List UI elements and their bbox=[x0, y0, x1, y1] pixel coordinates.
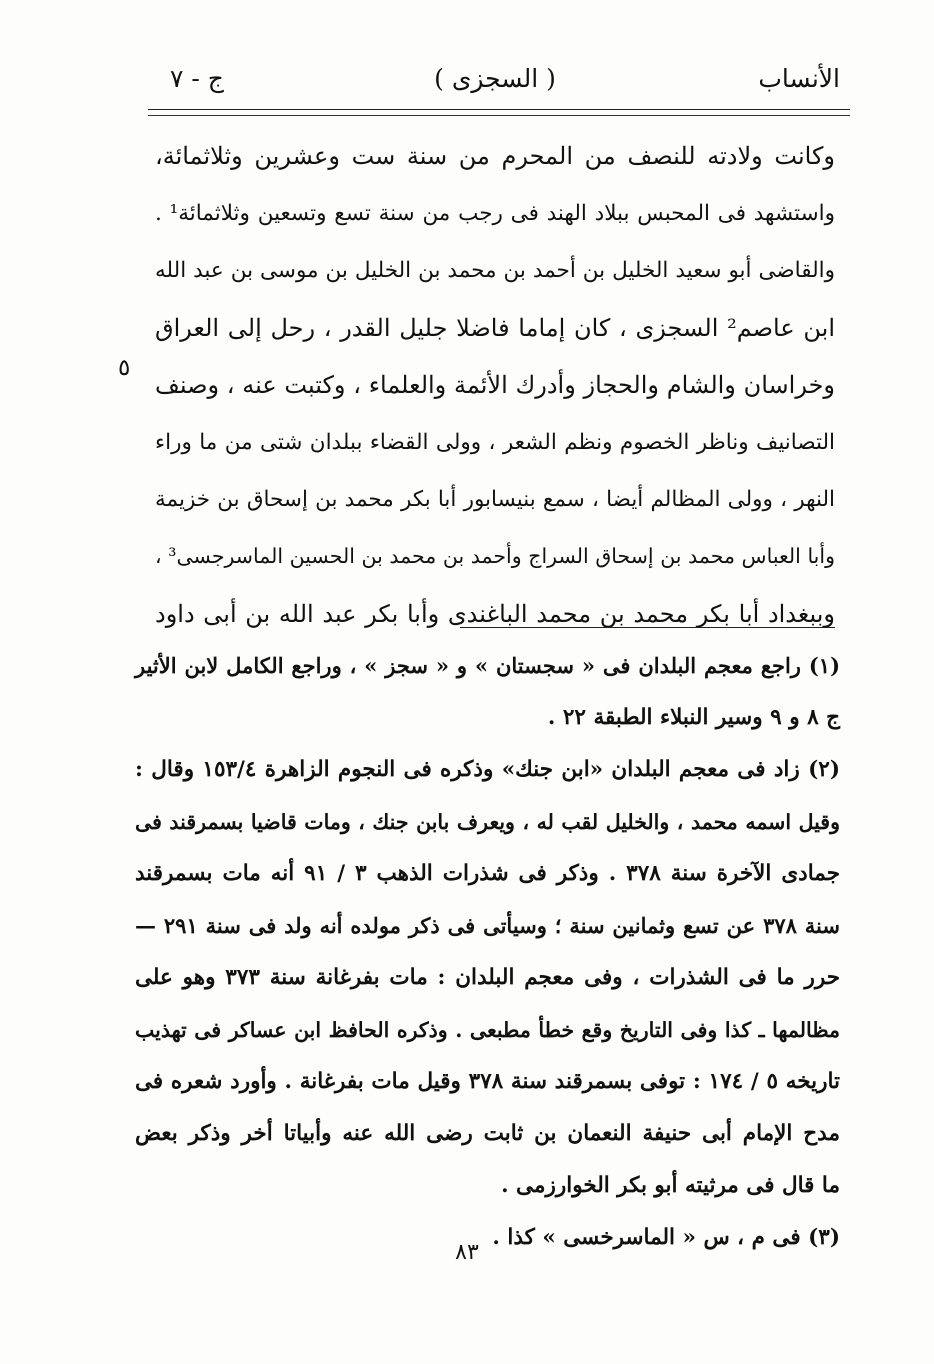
footnote-line: سنة ٣٧٨ عن تسع وثمانين سنة ؛ وسيأتى فى ذكر مولده أنه ولد فى سنة ٢٩١ — bbox=[135, 913, 840, 938]
text-line: وخراسان والشام والحجاز وأدرك الأئمة والعلماء ، وكتبت عنه ، وصنف bbox=[155, 370, 835, 399]
footnote-line: تاريخه ٥ / ١٧٤ : توفى بسمرقند سنة ٣٧٨ وقيل مات بفرغانة . وأورد شعره فى bbox=[135, 1069, 841, 1094]
running-header bbox=[150, 62, 840, 96]
book-title: الأنساب bbox=[758, 64, 840, 93]
footnote-separator bbox=[460, 627, 835, 628]
text-line: وببغداد أبا بكر محمد بن محمد الباغندى وأبا بكر عبد الله بن أبى داود bbox=[155, 599, 835, 628]
volume-label: ج - ٧ bbox=[170, 64, 224, 93]
text-line: والقاضى أبو سعيد الخليل بن أحمد بن محمد بن الخليل بن موسى بن عبد الله bbox=[155, 258, 835, 284]
text-line: وكانت ولادته للنصف من المحرم من سنة ست وعشرين وثلاثمائة، bbox=[155, 142, 835, 170]
footnote-line: (١) راجع معجم البلدان فى « سجستان » و « سجز » ، وراجع الكامل لابن الأثير bbox=[135, 653, 840, 678]
entry-title: ( السجزى ) bbox=[434, 64, 556, 93]
footnote-line: ما قال فى مرثيته أبو بكر الخوارزمى . bbox=[501, 1173, 840, 1198]
header-rule-thin bbox=[148, 115, 850, 116]
header-rule-thick bbox=[148, 109, 850, 110]
text-line: ابن عاصم² السجزى ، كان إماما فاضلا جليل القدر ، رحل إلى العراق bbox=[155, 313, 835, 342]
footnote-line: ج ٨ و ٩ وسير النبلاء الطبقة ٢٢ . bbox=[547, 705, 840, 730]
footnote-line: جمادى الآخرة سنة ٣٧٨ . وذكر فى شذرات الذهب ٣ / ٩١ أنه مات بسمرقند bbox=[135, 861, 840, 886]
footnote-line: حرر ما فى الشذرات ، وفى معجم البلدان : مات بفرغانة سنة ٣٧٣ وهو على bbox=[135, 965, 840, 990]
footnote-line: وقيل اسمه محمد ، والخليل لقب له ، ويعرف بابن جنك ، ومات قاضيا بسمرقند فى bbox=[135, 810, 840, 834]
text-line: التصانيف وناظر الخصوم ونظم الشعر ، وولى القضاء ببلدان شتى من ما وراء bbox=[155, 429, 835, 455]
footnote-line: (٣) فى م ، س « الماسرخسى » كذا . bbox=[492, 1225, 840, 1250]
text-line: واستشهد فى المحبس ببلاد الهند فى رجب من سنة تسع وتسعين وثلاثمائة¹ . bbox=[155, 201, 835, 227]
footnote-line: مدح الإمام أبى حنيفة النعمان بن ثابت رضى الله عنه وأبياتا أخر وذكر بعض bbox=[135, 1121, 840, 1146]
footnote-line: مظالمها ـ كذا وفى التاريخ وقع خطأ مطبعى . وذكره الحافظ ابن عساكر فى تهذيب bbox=[135, 1018, 840, 1042]
text-line: وأبا العباس محمد بن إسحاق السراج وأحمد بن محمد بن الحسين الماسرجسى³ ، bbox=[155, 544, 835, 569]
page-number: ٨٣ bbox=[455, 1240, 479, 1265]
footnote-line: (٢) زاد فى معجم البلدان «ابن جنك» وذكره فى النجوم الزاهرة ١٥٣/٤ وقال : bbox=[135, 757, 840, 782]
text-line: النهر ، وولى المظالم أيضا ، سمع بنيسابور أبا بكر محمد بن إسحاق بن خزيمة bbox=[155, 487, 835, 513]
footnotes bbox=[135, 640, 840, 1264]
margin-line-number: ٥ bbox=[118, 355, 131, 381]
main-text bbox=[155, 128, 835, 643]
